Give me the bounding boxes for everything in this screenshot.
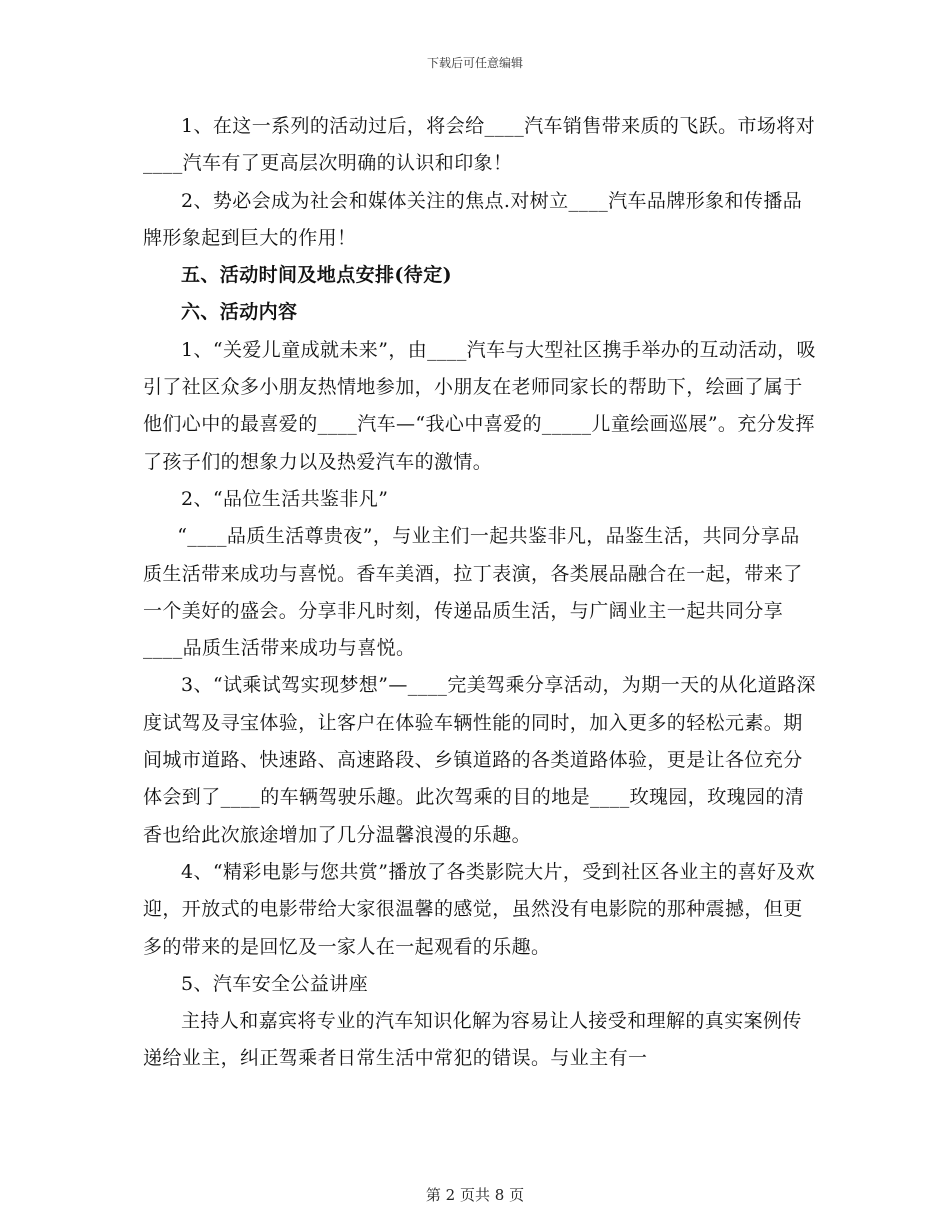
paragraph-activity-2-body: “____品质生活尊贵夜”，与业主们一起共鉴非凡，品鉴生活，共同分享品质生活带来成功与喜悦。香车美酒，拉丁表演，各类展品融合在一起，带来了一个美好的盛会。分享非凡时刻，传递品质生活，与广阔业主一起共同分享____品质生活带来成功与喜悦。 <box>143 525 803 660</box>
section-heading-activity-content: 六、活动内容 <box>181 301 298 324</box>
paragraph-activity-5-body: 主持人和嘉宾将专业的汽车知识化解为容易让人接受和理解的真实案例传递给业主，纠正驾乘者日常生活中常犯的错误。与业主有一 <box>143 1010 802 1070</box>
paragraph-activity-3: 3、“试乘试驾实现梦想”—____完美驾乘分享活动，为期一天的从化道路深度试驾及寻宝体验，让客户在体验车辆性能的同时，加入更多的轻松元素。期间城市道路、快速路、高速路段、乡镇道路的各类道路体验，更是让各位充分体会到了____的车辆驾驶乐趣。此次驾乘的目的地是____玫瑰园，玫瑰园的清香也给此次旅途增加了几分温馨浪漫的乐趣。 <box>143 674 816 846</box>
document-body <box>143 108 819 1078</box>
paragraph-benefit-2: 2、势必会成为社会和媒体关注的焦点.对树立____汽车品牌形象和传播品牌形象起到巨大的作用！ <box>143 189 803 249</box>
paragraph-benefit-1: 1、在这一系列的活动过后，将会给____汽车销售带来质的飞跃。市场将对____汽车有了更高层次明确的认识和印象！ <box>143 115 816 175</box>
paragraph-activity-5-title: 5、汽车安全公益讲座 <box>181 972 369 995</box>
paragraph-activity-4: 4、“精彩电影与您共赏”播放了各类影院大片，受到社区各业主的喜好及欢迎，开放式的电影带给大家很温馨的感觉，虽然没有电影院的那种震撼，但更多的带来的是回忆及一家人在一起观看的乐趣。 <box>143 860 816 958</box>
page-footer: 第 2 页共 8 页 <box>425 1186 525 1204</box>
page-header: 下载后可任意编辑 <box>426 56 523 70</box>
paragraph-activity-1: 1、“关爱儿童成就未来”，由____汽车与大型社区携手举办的互动活动，吸引了社区众多小朋友热情地参加，小朋友在老师同家长的帮助下，绘画了属于他们心中的最喜爱的____汽车—“我心中喜爱的_____儿童绘画巡展”。充分发挥了孩子们的想象力以及热爱汽车的激情。 <box>143 338 816 473</box>
paragraph-activity-2-title: 2、“品位生活共鉴非凡” <box>181 487 389 510</box>
section-heading-time-location: 五、活动时间及地点安排(待定) <box>181 264 452 287</box>
